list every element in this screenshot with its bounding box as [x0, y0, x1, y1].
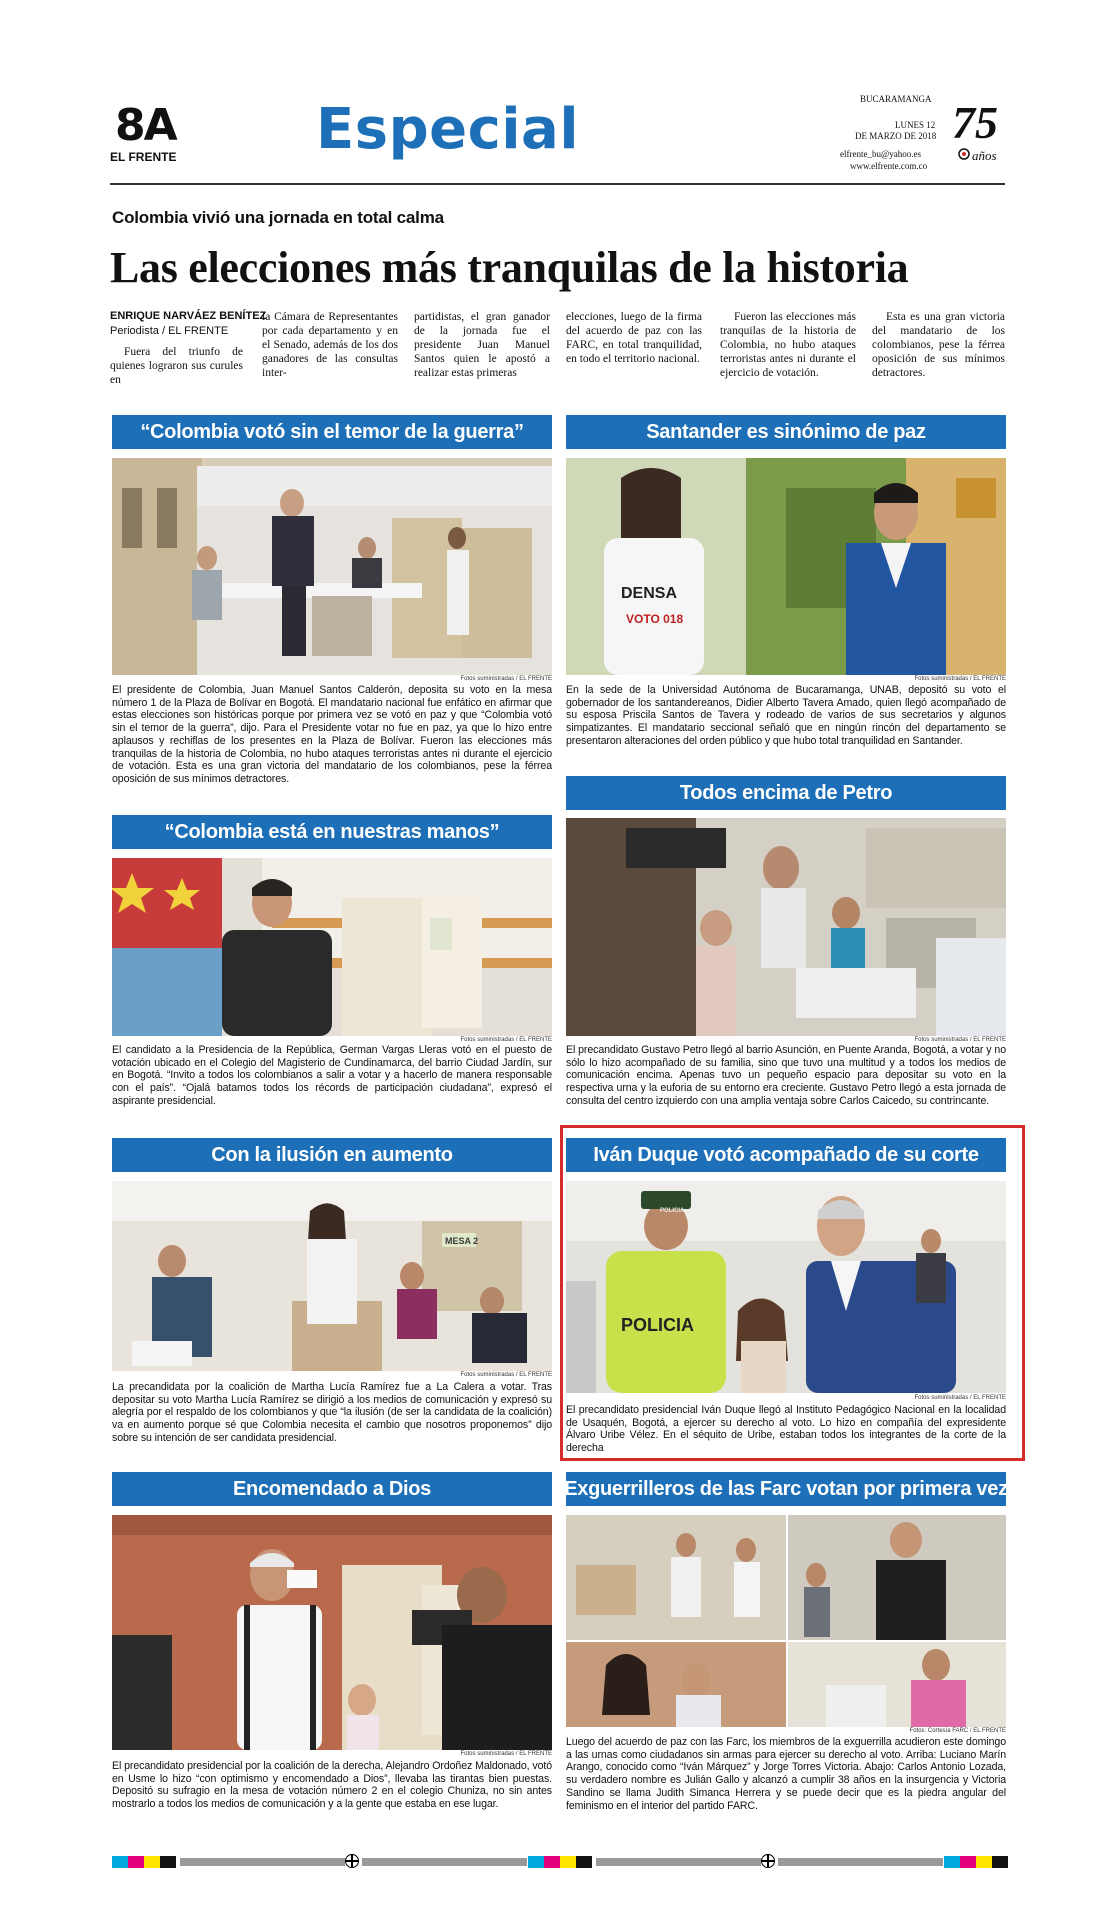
- photo-credit: Fotos suministradas / EL FRENTE: [914, 1037, 1006, 1043]
- color-registration-bar: [944, 1856, 1008, 1868]
- article-title: “Colombia está en nuestras manos”: [112, 815, 552, 849]
- shirt-text: DENSA: [621, 585, 678, 602]
- grey-bar: [596, 1858, 761, 1866]
- article-title: “Colombia votó sin el temor de la guerra”: [112, 415, 552, 449]
- website-link[interactable]: www.elfrente.com.co: [850, 161, 928, 171]
- photo-credit: Fotos suministradas / EL FRENTE: [460, 676, 552, 682]
- anniversary-number: 75: [952, 97, 998, 148]
- article-title: Exguerrilleros de las Farc votan por primera vez: [566, 1472, 1006, 1506]
- tavera-voting-photo: [566, 458, 1006, 675]
- article-caption: El candidato a la Presidencia de la República, German Vargas Lleras votó en el puesto de votación ubicado en el Colegio del Magisterio de Cundinamarca, del barrio Ciudad Jardín, sur en Bogotá. “Invito a todos los colombianos a salir a votar y a hacerlo de manera responsable con el país”. “Ojalá batamos todos los récords de participación ciudadana”, expresó el aspirante presidencial.: [112, 1044, 552, 1107]
- sign-text: MESA 2: [445, 1236, 479, 1246]
- vargas-lleras-voting-photo: [112, 858, 552, 1036]
- photo-credit: Fotos suministradas / EL FRENTE: [914, 1395, 1006, 1401]
- edition-date: DE MARZO DE 2018: [855, 131, 937, 141]
- photo-credit: Fotos suministradas / EL FRENTE: [460, 1372, 552, 1378]
- photo-credit: Fotos suministradas / EL FRENTE: [460, 1751, 552, 1757]
- farc-voting-photo: [566, 1515, 1006, 1727]
- byline-name: ENRIQUE NARVÁEZ BENÍTEZ: [110, 310, 267, 322]
- contact-email[interactable]: elfrente_bu@yahoo.es: [840, 149, 922, 159]
- intro-column: partidistas, el gran ganador de la jornada fue el presidente Juan Manuel Santos quien le apostó a realizar estas primeras: [414, 311, 550, 379]
- registration-mark-icon: [345, 1854, 359, 1868]
- ramirez-voting-photo: [112, 1181, 552, 1371]
- article-title: Todos encima de Petro: [566, 776, 1006, 810]
- intro-column: Fuera del triunfo de quienes lograron sus curules en: [110, 346, 243, 386]
- petro-voting-photo: [566, 818, 1006, 1036]
- kicker: Colombia vivió una jornada en total calma: [112, 208, 444, 227]
- intro-column: Fueron las elecciones más tranquilas de la historia de Colombia, no hubo ataques terroristas antes ni durante el ejercicio de votación.: [720, 311, 856, 379]
- article-caption: La precandidata por la coalición de Martha Lucía Ramírez fue a La Calera a votar. Tras depositar su voto Martha Lucía Ramírez se dirigió a los medios de comunicación y expresó su alegría por el respaldo de los colombianos y que “la ilusión (de ser la candidata de la coalición) va en aumento porque sé que Colombia necesita el cambio que nosotros proponemos” dijo sobre su intención de ser candidata presidencial.: [112, 1381, 552, 1444]
- color-registration-bar: [112, 1856, 176, 1868]
- article-caption: El precandidato presidencial por la coalición de la derecha, Alejandro Ordoñez Maldonado, votó en Usme lo hizo “con optimismo y encomendado a Dios”, llevaba las tirantas bien puestas. Depositó su sufragio en la mesa de votación número 2 en el colegio Chuniza, no sin antes mostrarlo a todos los medios de comunicación y a la gente que estaba en ese lugar.: [112, 1760, 552, 1811]
- vest-text: POLICIA: [660, 1208, 685, 1214]
- article-caption: En la sede de la Universidad Autónoma de Bucaramanga, UNAB, depositó su voto el gobernador de los santandereanos, Didier Alberto Tavera Amado, quien llegó acompañado de su esposa Priscila Santos de Tavera y rodeado de varios de sus secretarios y algunos simpatizantes. El mandatario seccional señaló que en ningún rincón del departamento se presentaron alteraciones del orden público y que hubo total tranquilidad en Santander.: [566, 684, 1006, 747]
- ordonez-voting-photo: [112, 1515, 552, 1750]
- photo-credit: Fotos: Cortesía FARC / EL FRENTE: [909, 1728, 1006, 1734]
- santos-voting-photo: [112, 458, 552, 675]
- header-rule: [110, 183, 1005, 185]
- byline-role: Periodista / EL FRENTE: [110, 325, 229, 337]
- article-caption: Luego del acuerdo de paz con las Farc, los miembros de la exguerrilla acudieron este domingo a las urnas como ciudadanos sin armas para ejercer su derecho al voto. Arriba: Luciano Marín Arango, conocido como “Iván Márquez” y Jorge Torres Victoria. Abajo: Carlos Antonio Lozada, su verdadero nombre es Julián Gallo y alcanzó a cumplir 38 años en la insurgencia y Victoria Sandino se llama Judith Simanca Herrera y se puede decir que es la piedra angular del feminismo en el interior del partido FARC.: [566, 1736, 1006, 1812]
- intro-column: elecciones, luego de la firma del acuerdo de paz con las FARC, en total tranquilidad, en todo el territorio nacional.: [566, 311, 702, 365]
- article-title: Iván Duque votó acompañado de su corte: [566, 1138, 1006, 1172]
- main-headline: Las elecciones más tranquilas de la historia: [110, 243, 909, 292]
- registration-mark-icon: [761, 1854, 775, 1868]
- photo-credit: Fotos suministradas / EL FRENTE: [914, 676, 1006, 682]
- intro-column: Esta es una gran victoria del mandatario de los colombianos, pese la férrea oposición de sus mínimos detractores.: [872, 311, 1005, 379]
- anniversary-word: años: [972, 148, 997, 163]
- vest-text: POLICIA: [621, 1315, 695, 1335]
- grey-bar: [180, 1858, 345, 1866]
- section-title: Especial: [316, 97, 580, 162]
- grey-bar: [778, 1858, 943, 1866]
- article-title: Con la ilusión en aumento: [112, 1138, 552, 1172]
- publication-name: EL FRENTE: [110, 150, 177, 164]
- article-title: Santander es sinónimo de paz: [566, 415, 1006, 449]
- article-caption: El presidente de Colombia, Juan Manuel Santos Calderón, deposita su voto en la mesa número 1 de la Plaza de Bolívar en Bogotá. El mandatario nacional fue enfático en afirmar que estas elecciones son históricas porque por primera vez se votó en paz y que “Colombia votó sin el temor de la guerra”, dijo. Para el Presidente votar no fue en paz, ya que lo hizo entre aplausos y rechiflas de los presentes en la Plaza de Bolívar. Fueron las elecciones más tranquilas de la historia de Colombia, no hubo ataques terroristas antes ni durante el ejercicio de votación. Esta es una gran victoria del mandatario de los colombianos, pese la férrea oposición de sus mínimos detractores.: [112, 684, 552, 785]
- article-caption: El precandidato Gustavo Petro llegó al barrio Asunción, en Puente Aranda, Bogotá, a votar y no sólo lo hizo acompañado de su familia, sino que tuvo una multitud y a todos los medios de comunicación encima. Apenas tuvo un pequeño espacio para depositar su voto en la respectiva urna y la euforia de su entorno era creciente. Gustavo Petro llegó a esta jornada de consulta del centro izquierdo con una amplia ventaja sobre Carlos Caicedo, su contrincante.: [566, 1044, 1006, 1107]
- edition-date-day: LUNES 12: [895, 120, 936, 130]
- page-number: 8A: [115, 100, 176, 151]
- anniversary-logo-icon: [950, 94, 1010, 168]
- photo-credit: Fotos suministradas / EL FRENTE: [460, 1037, 552, 1043]
- article-caption: El precandidato presidencial Iván Duque llegó al Instituto Pedagógico Nacional en la localidad de Usaquén, Bogotá, a ejercer su derecho al voto. Lo hizo en compañía del expresidente Álvaro Uribe Vélez. En el séquito de Uribe, estaban todos los integrantes de la corte de la derecha: [566, 1404, 1006, 1455]
- grey-bar: [362, 1858, 527, 1866]
- color-registration-bar: [528, 1856, 592, 1868]
- shirt-text: VOTO 018: [626, 612, 684, 626]
- intro-column: la Cámara de Representantes por cada departamento y en el Senado, además de los dos ganadores de las consultas inter-: [262, 311, 398, 379]
- article-title: Encomendado a Dios: [112, 1472, 552, 1506]
- highlight-box: [560, 1125, 1025, 1461]
- edition-city: BUCARAMANGA: [860, 94, 932, 104]
